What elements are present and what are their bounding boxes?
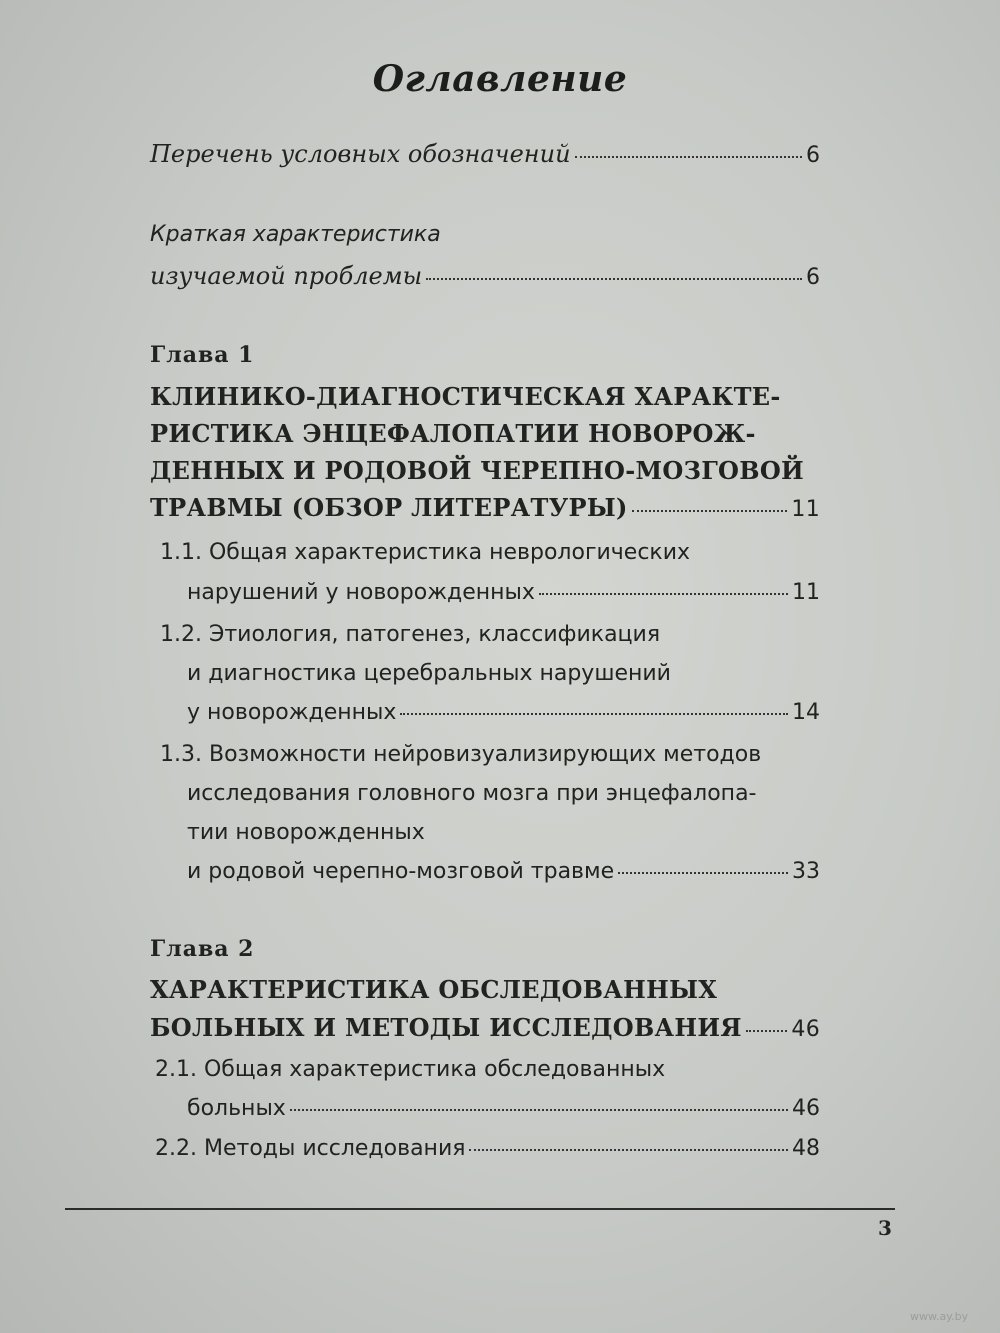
section-label [155,1136,465,1161]
page-number: 48 [792,1136,820,1161]
leader-dots [290,1109,788,1111]
section-text: у новорожденных [187,700,397,725]
section-text: Общая характеристика неврологических [208,540,691,565]
section-1-2 [187,700,820,730]
leader-dots [746,1030,788,1032]
section-text: и родовой черепно-мозговой травме [187,859,615,884]
section-1-3 [187,859,820,889]
leader-dots [618,872,788,874]
page-number: 14 [792,700,820,725]
page-number: 46 [791,1017,820,1042]
section-text: Возможности нейровизуализирующих методов [208,742,762,767]
toc-entry-problem [150,262,820,292]
chapter-1-heading-line: КЛИНИКО-ДИАГНОСТИЧЕСКАЯ ХАРАКТЕ- [150,382,781,411]
section-text: больных [187,1096,286,1121]
page-number: 11 [792,580,820,605]
page-number: 11 [791,497,820,522]
toc-title: Оглавление [372,58,628,100]
section-number: 1.2. [160,622,202,647]
leader-dots [469,1149,788,1151]
chapter-2-heading-line: БОЛЬНЫХ И МЕТОДЫ ИССЛЕДОВАНИЯ [150,1013,742,1042]
section-text: нарушений у новорожденных [187,580,535,605]
entry-text: Перечень условных обозначений [150,140,571,168]
leader-dots [632,510,788,512]
toc-entry-abbreviations [150,140,820,170]
section-number: 2.1. [155,1057,197,1082]
section-text: Общая характеристика обследованных [203,1057,666,1082]
page-number: 33 [792,859,820,884]
section-number: 1.1. [160,540,202,565]
section-2-1 [187,1096,820,1126]
toc-entry-problem-line1: Краткая характеристика [150,222,441,247]
entry-text: изучаемой проблемы [150,262,423,290]
section-1-3-line2: исследования головного мозга при энцефалопа- [187,781,757,806]
leader-dots [426,278,802,280]
section-2-2 [155,1136,820,1166]
page-number: 6 [806,265,820,290]
page-number: 46 [792,1096,820,1121]
leader-dots [575,156,802,158]
leader-dots [400,713,788,715]
chapter-1-heading-line: ТРАВМЫ (ОБЗОР ЛИТЕРАТУРЫ) [150,493,628,522]
chapter-2-label: Глава 2 [150,936,255,962]
chapter-2-heading-line: ХАРАКТЕРИСТИКА ОБСЛЕДОВАННЫХ [150,975,718,1004]
chapter-1-heading-line: РИСТИКА ЭНЦЕФАЛОПАТИИ НОВОРОЖ- [150,419,756,448]
section-1-1 [187,580,820,610]
section-1-3-line1 [160,742,761,767]
chapter-2-heading-last [150,1013,820,1042]
section-1-2-line1 [160,622,660,647]
footer-rule [65,1208,895,1210]
watermark: www.ay.by [910,1310,969,1323]
chapter-1-label: Глава 1 [150,342,255,368]
section-text: Этиология, патогенез, классификация [208,622,661,647]
section-1-3-line3: тии новорожденных [187,820,425,845]
section-number: 2.2. [155,1136,197,1161]
section-text: Методы исследования [203,1136,466,1161]
section-1-2-line2: и диагностика церебральных нарушений [187,661,671,686]
page-number: 6 [806,143,820,168]
section-number: 1.3. [160,742,202,767]
section-1-1-line1 [160,540,690,565]
section-2-1-line1 [155,1057,665,1082]
folio-page-number: 3 [878,1216,892,1240]
leader-dots [539,593,788,595]
chapter-1-heading-line: ДЕННЫХ И РОДОВОЙ ЧЕРЕПНО-МОЗГОВОЙ [150,456,805,485]
chapter-1-heading-last [150,493,820,522]
